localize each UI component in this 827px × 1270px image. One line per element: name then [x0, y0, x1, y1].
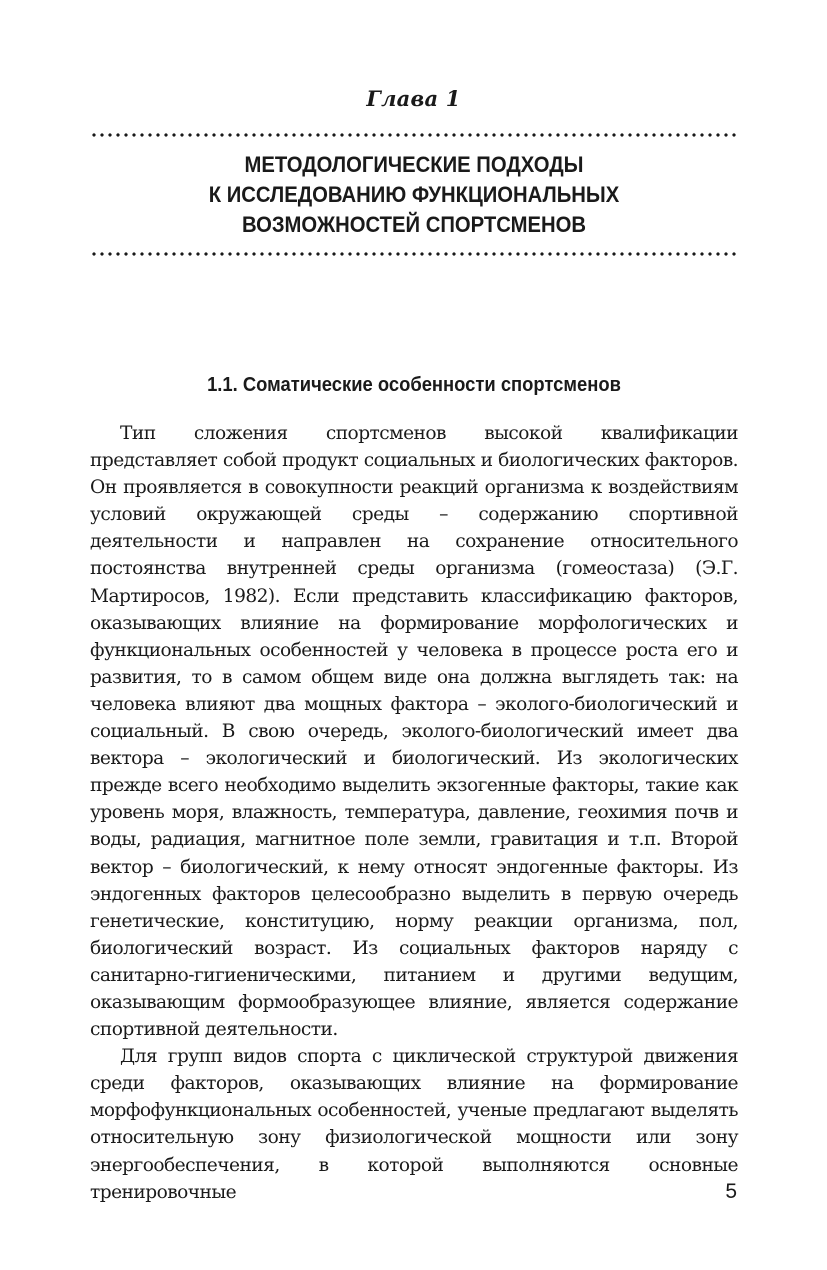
chapter-title-line: МЕТОДОЛОГИЧЕСКИЕ ПОДХОДЫ — [244, 152, 584, 177]
section-heading: 1.1. Соматические особенности спортсменов — [207, 374, 621, 396]
paragraph: Тип сложения спортсменов высокой квалификации представляет собой продукт социальных и биологических факторов. Он проявляется в совокупности реакций организма к воздействиям условий окружающей среды – содержанию спортивной деятельности и направлен на сохранение относительного постоянства внутренней среды организма (гомеостаза) (Э.Г. Мартиросов, 1982). Если представить классификацию факторов, оказывающих влияние на формирование морфологических и функциональных особенностей у человека в процессе роста его и развития, то в самом общем виде она должна выглядеть так: на человека влияют два мощных фактора – эколого-биологический и социальный. В свою очередь, эколого-биологический имеет два вектора – экологический и биологический. Из экологических прежде всего необходимо выделить экзогенные факторы, такие как уровень моря, влажность, температура, давление, геохимия почв и воды, радиация, магнитное поле земли, гравитация и т.п. Второй вектор – биологический, к нему относят эндогенные факторы. Из эндогенных факторов целесообразно выделить в первую очередь генетические, конституцию, норму реакции организма, пол, биологический возраст. Из социальных факторов наряду с санитарно-гигиеническими, питанием и другими ведущим, оказывающим формообразующее влияние, является содержание спортивной деятельности. — [90, 423, 738, 1041]
dotted-divider-top — [90, 133, 738, 137]
page-number: 5 — [725, 1180, 737, 1203]
chapter-label: Глава 1 — [366, 86, 461, 111]
chapter-title-line: ВОЗМОЖНОСТЕЙ СПОРТСМЕНОВ — [241, 212, 587, 237]
paragraph: Для групп видов спорта с циклической структурой движения среди факторов, оказывающих влияние на формирование морфофункциональных особенностей, ученые предлагают выделять относительную зону физиологической мощности или зону энергообеспечения, в которой выполняются основные тренировочные — [90, 1046, 738, 1203]
chapter-title — [122, 150, 705, 240]
chapter-title-line: К ИССЛЕДОВАНИЮ ФУНКЦИОНАЛЬНЫХ — [208, 182, 620, 207]
dotted-divider-bottom — [90, 252, 738, 256]
body-text — [90, 420, 738, 1206]
